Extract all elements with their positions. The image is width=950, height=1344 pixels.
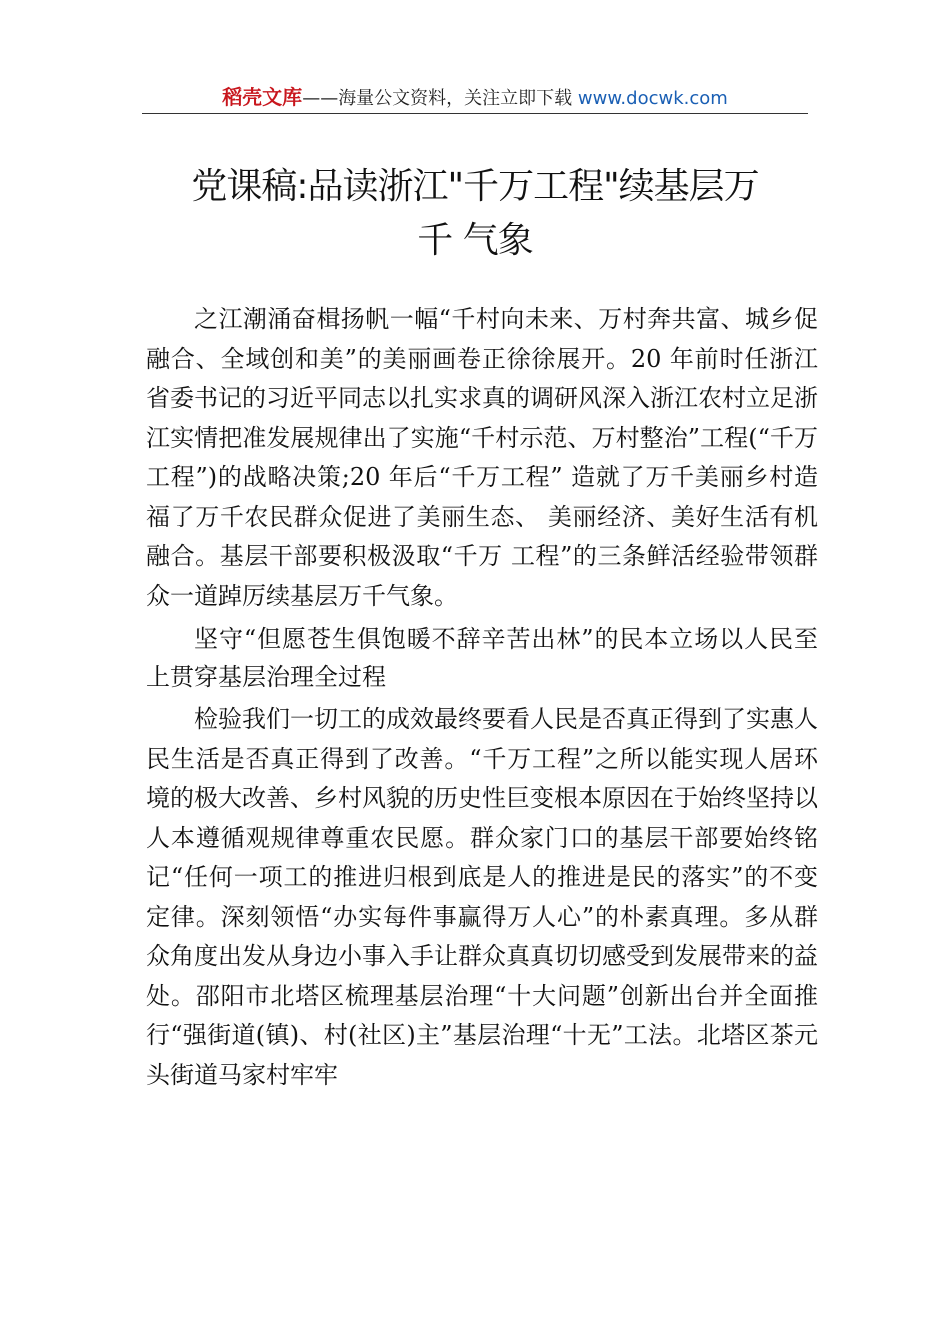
title-line-2: 千 气象 (417, 220, 533, 261)
document-title (130, 160, 820, 268)
header-divider (142, 113, 808, 114)
paragraph-2: 检验我们一切工的成效最终要看人民是否真正得到了实惠人民生活是否真正得到了改善。“千万工程”之所以能实现人居环境的极大改善、乡村风貌的历史性巨变根本原因在于始终坚持以人本遵循观规律尊重农民愿。群众家门口的基层干部要始终铭记“任何一项工的推进归根到底是人的推进是民的落实”的不变定律。深刻领悟“办实每件事赢得万人心”的朴素真理。多从群众角度出发从身边小事入手让群众真真切切感受到发展带来的益处。邵阳市北塔区梳理基层治理“十大问题”创新出台并全面推行“强街道(镇)、村(社区)主”基层治理“十无”工法。北塔区茶元头街道马家村牢牢 (146, 705, 818, 1089)
paragraph-1: 之江潮涌奋楫扬帆一幅“千村向未来、万村奔共富、城乡促融合、全域创和美”的美丽画卷正徐徐展开。20 年前时任浙江省委书记的习近平同志以扎实求真的调研风深入浙江农村立足浙江实情把准发展规律出了实施“千村示范、万村整治”工程(“千万工程”)的战略决策;20 年后“千万工程” 造就了万千美丽乡村造福了万千农民群众促进了美丽生态、 美丽经济、美好生活有机融合。基层干部要积极汲取“千万 工程”的三条鲜活经验带领群众一道踔厉续基层万千气象。 (146, 305, 818, 610)
header-slogan: 海量公文资料，关注立即下载 (338, 88, 573, 109)
header-url-link[interactable]: www.docwk.com (577, 88, 728, 109)
title-line-1: 党课稿:品读浙江"千万工程"续基层万 (191, 166, 759, 207)
brand-name: 稻壳文库 (222, 85, 303, 109)
page-header (0, 84, 950, 112)
header-dash: —— (302, 88, 339, 109)
section-heading: 坚守“但愿苍生俱饱暖不辞辛苦出林”的民本立场以人民至上贯穿基层治理全过程 (146, 625, 818, 691)
document-body (146, 300, 818, 1095)
